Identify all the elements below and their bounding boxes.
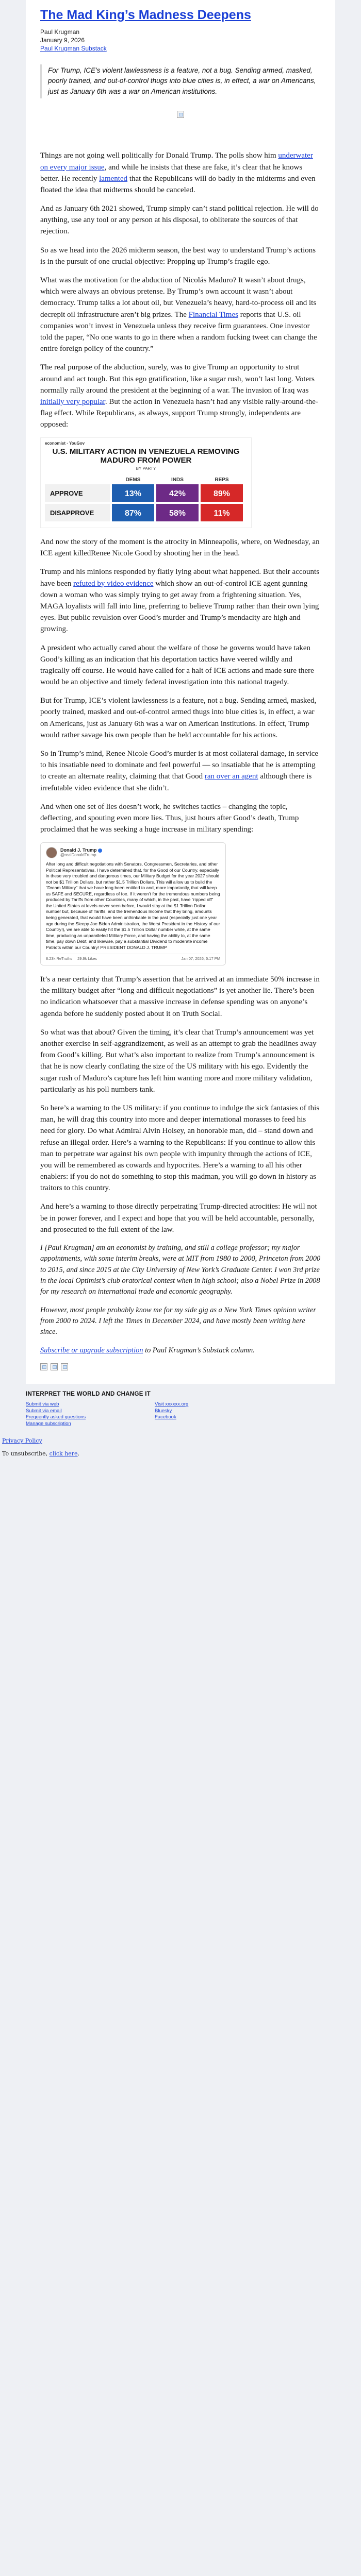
avatar	[46, 847, 57, 858]
paragraph: Trump and his minions responded by flatly lying about what happened. But their accounts have been refuted by video evidence which show an out-of-control ICE agent gunning down a woman who was simply trying to get away from a frightening situation. Yes, MAGA loyalists will fall into line, preferring to believe Trump rather than their own lying eyes. But public revulsion over Good’s murder and Trump’s mendacity are high and growing.	[40, 568, 320, 634]
article-title-link[interactable]: The Mad King’s Madness Deepens	[40, 8, 251, 22]
post-retruths: 8.23k ReTruths	[46, 956, 72, 961]
post-handle: @realDonaldTrump	[60, 852, 96, 857]
inline-link[interactable]: Financial Times	[188, 310, 238, 319]
post-timestamp: Jan 07, 2026, 5:17 PM	[181, 956, 220, 961]
author-name: Paul Krugman	[40, 28, 80, 36]
chart-subtitle: BY PARTY	[136, 466, 156, 471]
chart-source-label: economist · YouGov	[45, 441, 85, 446]
subscribe-line: Subscribe or upgrade subscription to Paul Krugman’s Substack column.	[40, 1346, 255, 1354]
inline-link[interactable]: lamented	[99, 174, 128, 183]
column-header: INDS	[171, 477, 184, 483]
publication-link[interactable]: Paul Krugman Substack	[40, 45, 107, 53]
verified-icon	[98, 849, 102, 853]
paragraph: So as we head into the 2026 midterm season, the best way to understand Trump’s actions is in the pursuit of one crucial objective: Propping up Trump’s fragile ego.	[40, 246, 316, 266]
outer-links	[0, 1428, 361, 1458]
paragraph: But for Trump, ICE’s violent lawlessness is a feature, not a bug. Sending armed, masked, poorly trained, masked and out-of-control armed thugs into blue cities is, in effect, a war on Americans, just as January 6th was a war on American institutions. In effect, Trump would rather savage his own people than be held accountable for his actions.	[40, 697, 317, 739]
value-label: 89%	[213, 489, 231, 499]
paragraph: And when one set of lies doesn’t work, he switches tactics – changing the topic, deflecting, and spouting even more lies. Thus, just hours after Good’s death, Trump proclaimed that he was seeking a huge increase in military spending:	[40, 802, 299, 834]
paragraph: And now the story of the moment is the atrocity in Minneapolis, where, on Wednesday, an ICE agent killedRenee Nicole Good by shooting her in the head.	[40, 538, 320, 558]
value-label: 11%	[214, 509, 230, 518]
publish-date: January 9, 2026	[40, 37, 85, 44]
author-bio: I [Paul Krugman] am an economist by training, and still a college professor; my major appointments, with some interim breaks, were at MIT from 1980 to 2000, Princeton from 2000 to 2015, and since 2015 at the City University of New York’s Graduate Center. I won 3rd prize in the local Optimist’s club oratorical contest when in high school; also a Nobel Prize in 2008 for my research on international trade and economic geography.	[40, 1244, 321, 1296]
paragraph: So what was that about? Given the timing, it’s clear that Trump’s announcement was yet another exercise in self-aggrandizement, as well as an attempt to grab the headlines away from Good’s killing. But what’s also important to realize from Trump’s announcement is that he is now clearly conflating the size of the US military with his ego. Evidently the sugar rush of Maduro’s capture has left him wanting more and more military validation, particularly as his poll numbers tank.	[40, 1028, 317, 1094]
row-label: APPROVE	[50, 489, 83, 498]
inline-link[interactable]: underwater on every major issue	[40, 151, 313, 172]
value-label: 87%	[124, 509, 142, 518]
post-text: After long and difficult negotiations with Senators, Congressmen, Secretaries, and other Political Representatives, I have determined that, for the Good of our Country, especially in these very troubled and dangerous times, our Military Budget for the year 2027 should not be $1 Trillion Dollars, but rather $1.5 Trillion Dollars. This will allow us to build the “Dream Military” that we have long been entitled to and, more importantly, that will keep us SAFE and SECURE, regardless of foe. If it weren’t for the tremendous numbers being produced by Tariffs from other Countries, many of which, in the past, have “ripped off” the United States at levels never seen before, I would stay at the $1 Trillion Dollar number but, because of Tariffs, and the tremendous Income that they bring, amounts being generated, that would have been unthinkable in the past (especially just one year ago during the Sleepy Joe Biden Administration, the Worst President in the History of our Country!), we are able to easily hit the $1.5 Trillion Dollar number while, at the same time, producing an unparalleled Military Force, and having the ability to, at the same time, pay down Debt, and likewise, pay a substantial Dividend to moderate income Patriots within our Country! PRESIDENT DONALD J. TRUMP	[46, 861, 220, 950]
broken-image-icon[interactable]	[61, 1363, 68, 1370]
social-post-embed[interactable]	[40, 842, 226, 965]
inline-link[interactable]: refuted by video evidence	[73, 579, 154, 588]
author-bio: However, most people probably know me for my side gig as a New York Times opinion writer from 2000 to 2024. I left the Times in December 2024, and have mostly been writing here since.	[40, 1306, 316, 1336]
footer-link[interactable]: Visit xxxxxx.org	[155, 1401, 189, 1407]
pull-quote: For Trump, ICE’s violent lawlessness is a feature, not a bug. Sending armed, masked, poorly trained, and out-of-control thugs into blue cities is, in effect, a war on Americans, just as January 6th was a war on American institutions.	[40, 64, 321, 99]
footer-heading: INTERPRET THE WORLD AND CHANGE IT	[26, 1391, 151, 1397]
paragraph: And here’s a warning to those directly perpetrating Trump-directed atrocities: He will not be in power forever, and I expect and hope that you will be held accountable, personally, and prosecuted to the full extent of the law.	[40, 1202, 317, 1234]
footer-col-right	[155, 1401, 284, 1428]
broken-image-icon[interactable]	[40, 1363, 47, 1370]
column-header: DEMS	[125, 477, 141, 483]
subscribe-link[interactable]: Subscribe or upgrade subscription	[40, 1346, 143, 1354]
footer-link[interactable]: Facebook	[155, 1414, 176, 1420]
footer-link[interactable]: Submit via email	[26, 1408, 62, 1414]
share-icons	[40, 1363, 321, 1370]
article-card	[26, 0, 335, 1384]
article-meta	[40, 28, 321, 53]
column-header: REPS	[215, 477, 229, 483]
email-footer	[26, 1391, 335, 1428]
inline-link[interactable]: ran over an agent	[204, 772, 258, 781]
broken-image-icon[interactable]	[51, 1363, 58, 1370]
row-label: DISAPPROVE	[50, 509, 94, 517]
broken-image-icon	[177, 111, 184, 118]
footer-link[interactable]: Submit via web	[26, 1401, 59, 1407]
unsubscribe-line: To unsubscribe, click here.	[2, 1450, 80, 1457]
paragraph: The real purpose of the abduction, surely, was to give Trump an opportunity to strut around and act tough. But this ego gratification, like a sugar rush, won’t last long. Voters normally rally around the president at the beginning of a war. The invasion of Iraq was initially very popular. But the action in Venezuela hasn’t had any visible rally-around-the-flag effect. While Republicans, as always, support Trump strongly, independents are opposed:	[40, 363, 318, 429]
value-label: 42%	[169, 489, 186, 499]
paragraph: So here’s a warning to the US military: if you continue to indulge the sick fantasies of this man, he will drag this country into more and deeper international morasses to feed his need for glory. Do what Admiral Alvin Holsey, an honorable man, did – stand down and refuse an illegal order. Here’s a warning to the Republicans: If you continue to allow this man to perpetrate war against his own people with impunity through the actions of ICE, you will be remembered as cowards and hypocrites. Here’s a warning to all his other enablers: if you do not do something to stop this madman, you will go down in history as traitors to this country.	[40, 1104, 320, 1193]
post-likes: 29.9k Likes	[77, 956, 97, 961]
privacy-policy-link[interactable]: Privacy Policy	[2, 1437, 42, 1445]
inline-link[interactable]: initially very popular	[40, 397, 105, 406]
value-label: 58%	[169, 509, 186, 518]
paragraph: So in Trump’s mind, Renee Nicole Good’s murder is at most collateral damage, in service to his insatiable need to dominate and feel powerful — so insatiable that he is attempting to create an alternate reality, claiming that that Good ran over an agent although there is irrefutable video evidence that she didn’t.	[40, 750, 319, 792]
post-author-name: Donald J. Trump	[60, 848, 97, 853]
value-label: 13%	[124, 489, 142, 499]
paragraph: Things are not going well politically for Donald Trump. The polls show him underwater on every major issue, and while he insists that these are fake, it’s clear that he knows better. He recently lamented that the Republicans will do badly in the midterms and even floated the idea that midterms should be canceled.	[40, 151, 316, 194]
footer-link[interactable]: Bluesky	[155, 1408, 172, 1414]
footer-link[interactable]: Frequently asked questions	[26, 1414, 86, 1420]
footer-link[interactable]: Manage subscription	[26, 1421, 71, 1427]
paragraph: What was the motivation for the abduction of Nicolás Maduro? It wasn’t about drugs, which were always an obvious pretense. By Trump’s own account it wasn’t about democracy. Trump talks a lot about oil, but Venezuela’s heavy, hard-to-process oil and its decrepit oil infrastructure aren’t big prizes. The Financial Times reports that U.S. oil companies won’t invest in Venezuela unless they receive firm guarantees. One investor told the paper, “No one wants to go in there when a random fucking tweet can change the entire foreign policy of the country.”	[40, 276, 317, 353]
poll-chart	[40, 437, 252, 528]
chart-title: U.S. MILITARY ACTION IN VENEZUELA REMOVING MADURO FROM POWER	[52, 447, 240, 465]
footer-col-left	[26, 1401, 155, 1428]
paragraph: And as January 6th 2021 showed, Trump simply can’t stand political rejection. He will do anything, use any tool or any person at his disposal, to obliterate the sources of that rejection.	[40, 205, 319, 236]
article-title	[40, 7, 321, 23]
poll-chart-svg	[45, 474, 247, 523]
paragraph: A president who actually cared about the welfare of those he governs would have taken Good’s killing as an indication that his deportation tactics have veered wildly and tragically off course. He would have called for a halt of ICE actions and made sure there would be an objective and timely federal investigation into this national tragedy.	[40, 643, 314, 687]
paragraph: It’s a near certainty that Trump’s assertion that he arrived at an immediate 50% increase in the military budget after “long and difficult negotiations” is yet another lie. There’s been no indication whatsoever that a massive increase in defense spending was on anyone’s agenda before he suddenly posted about it on Truth Social.	[40, 975, 320, 1018]
unsubscribe-link[interactable]: click here	[49, 1450, 78, 1457]
